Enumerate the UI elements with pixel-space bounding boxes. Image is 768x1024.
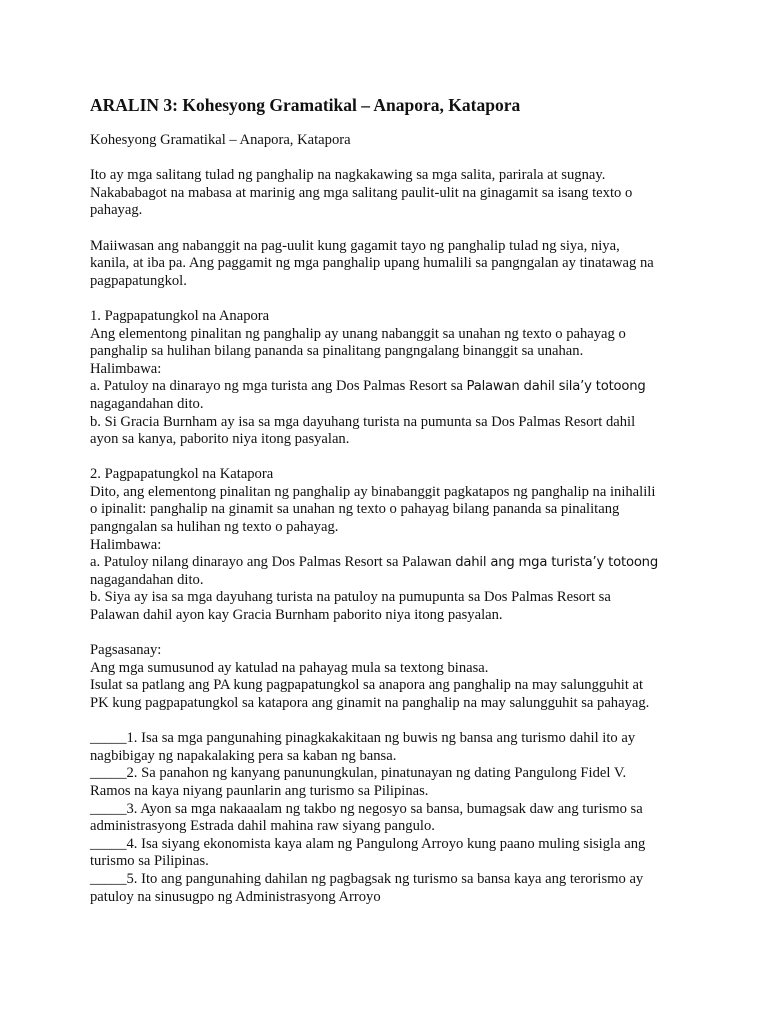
anapora-desc-line: Ang elementong pinalitan ng panghalip ay unang nabanggit sa unahan ng texto o pahayag o	[90, 325, 626, 342]
exercise-item-2: _____2. Sa panahon ng kanyang panunungkulan, pinatunayan ng dating Pangulong Fidel V.	[90, 765, 627, 782]
anapora-section	[90, 308, 690, 449]
katapora-desc-line: o ipinalit: panghalip na ginamit sa unahan ng texto o pahayag bilang pananda sa pinalitang	[90, 501, 620, 518]
anapora-example-a-cont: nagagandahan dito.	[90, 395, 204, 412]
katapora-section	[90, 466, 690, 624]
anapora-desc-line: panghalip sa hulihan bilang pananda sa pinalitang pangngalang binanggit sa unahan.	[90, 343, 584, 360]
exercise-item-1: _____1. Isa sa mga pangunahing pinagkakakitaan ng buwis ng bansa ang turismo dahil ito ay	[90, 730, 636, 747]
paragraph-line: Maiiwasan ang nabanggit na pag-uulit kung gagamit tayo ng panghalip tulad ng siya, niya,	[90, 237, 620, 254]
paragraph-line: kanila, at iba pa. Ang paggamit ng mga panghalip upang humalili sa pangngalan ay tinatawag na	[90, 255, 654, 272]
exercise-item-5: _____5. Ito ang pangunahing dahilan ng pagbagsak ng turismo sa bansa kaya ang terorismo ay	[90, 870, 644, 887]
exercise-item-3-cont: administrasyong Estrada dahil mahina raw siyang pangulo.	[90, 818, 435, 835]
lesson-subtitle: Kohesyong Gramatikal – Anapora, Katapora	[90, 132, 351, 148]
exercise-item-4-cont: turismo sa Pilipinas.	[90, 853, 209, 870]
katapora-desc-line: Dito, ang elementong pinalitan ng panghalip ay binabanggit pagkatapos ng panghalip na inihalili	[90, 483, 656, 500]
document-page	[90, 94, 690, 906]
katapora-desc-line: pangngalan sa hulihan ng texto o pahayag.	[90, 519, 339, 536]
katapora-example-a	[90, 554, 690, 572]
example-a-text: a. Patuloy na dinarayo ng mga turista ang Dos Palmas Resort sa	[90, 378, 467, 395]
anapora-example-b: b. Si Gracia Burnham ay isa sa mga dayuhang turista na pumunta sa Dos Palmas Resort dahil	[90, 413, 636, 430]
intro-line: Nakababagot na mabasa at marinig ang mga salitang paulit-ulit na ginagamit sa isang texto o	[90, 184, 633, 201]
example-a-text: a. Patuloy nilang dinarayo ang Dos Palmas Resort sa Palawan	[90, 554, 456, 571]
pagsasanay-line: PK kung pagpapatungkol sa katapora ang ginamit na panghalip na may salungguhit sa pahayag.	[90, 695, 650, 711]
anapora-heading: 1. Pagpapatungkol na Anapora	[90, 307, 270, 324]
pagsasanay-line: Isulat sa patlang ang PA kung pagpapatungkol sa anapora ang panghalip na may salungguhit at	[90, 677, 644, 694]
intro-paragraph	[90, 167, 690, 220]
katapora-example-b: b. Siya ay isa sa mga dayuhang turista na patuloy na pumupunta sa Dos Palmas Resort sa	[90, 589, 611, 606]
anapora-halimbawa-label: Halimbawa:	[90, 360, 162, 377]
pagsasanay-section	[90, 642, 690, 712]
example-a-text-alt-font: dahil ang mga turista’y totoong	[455, 555, 659, 571]
katapora-halimbawa-label: Halimbawa:	[90, 536, 162, 553]
intro-line: Ito ay mga salitang tulad ng panghalip na nagkakawing sa mga salita, parirala at sugnay.	[90, 167, 606, 184]
katapora-example-a-cont: nagagandahan dito.	[90, 571, 204, 588]
katapora-example-b-cont: Palawan dahil ayon kay Gracia Burnham paborito niya itong pasyalan.	[90, 607, 503, 624]
pagpapatungkol-paragraph	[90, 238, 690, 291]
example-a-text-alt-font: Palawan dahil sila’y totoong	[466, 379, 646, 395]
exercise-item-3: _____3. Ayon sa mga nakaaalam ng takbo ng negosyo sa bansa, bumagsak daw ang turismo sa	[90, 800, 643, 817]
pagsasanay-line: Ang mga sumusunod ay katulad na pahayag mula sa textong binasa.	[90, 659, 489, 676]
katapora-heading: 2. Pagpapatungkol na Katapora	[90, 466, 274, 483]
exercise-item-5-cont: patuloy na sinusugpo ng Administrasyong Arroyo	[90, 888, 381, 905]
lesson-title: ARALIN 3: Kohesyong Gramatikal – Anapora, Katapora	[90, 95, 521, 115]
anapora-example-b-cont: ayon sa kanya, paborito niya itong pasyalan.	[90, 431, 350, 448]
anapora-example-a	[90, 378, 690, 396]
exercise-item-1-cont: nagbibigay ng napakalaking pera sa kaban ng bansa.	[90, 747, 397, 764]
pagsasanay-heading: Pagsasanay:	[90, 642, 162, 659]
exercise-item-4: _____4. Isa siyang ekonomista kaya alam ng Pangulong Arroyo kung paano muling sisigla ang	[90, 835, 646, 852]
paragraph-line: pagpapatungkol.	[90, 272, 187, 289]
exercise-item-2-cont: Ramos na kaya niyang paunlarin ang turismo sa Pilipinas.	[90, 782, 429, 799]
intro-line: pahayag.	[90, 202, 143, 219]
exercise-items	[90, 730, 690, 906]
